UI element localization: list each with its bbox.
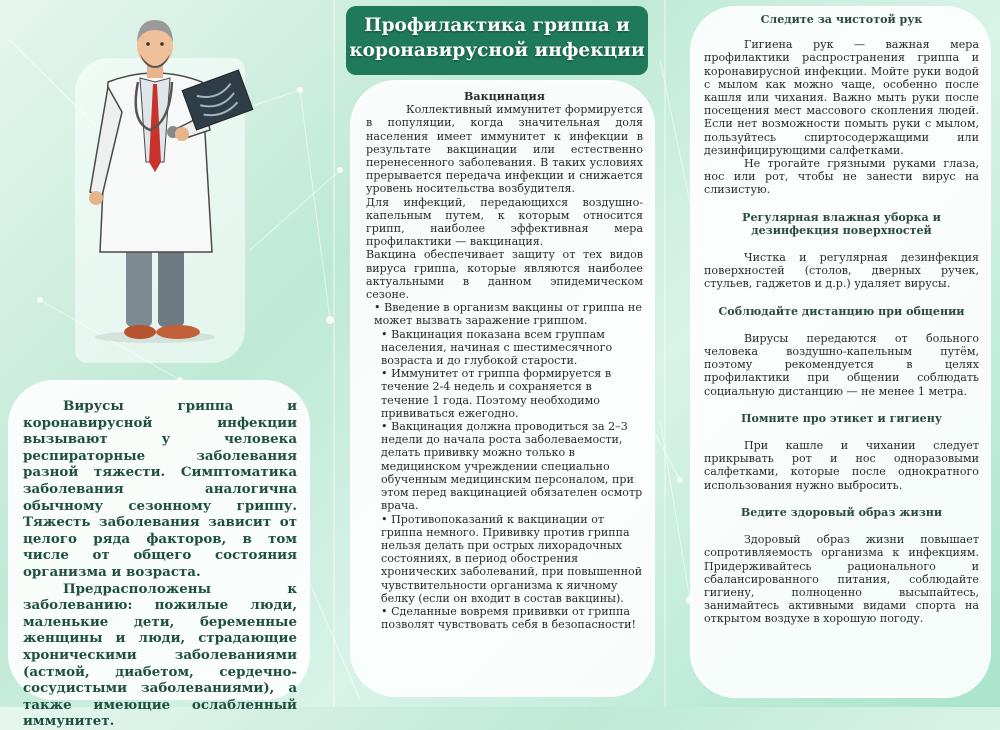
doctor-illustration xyxy=(60,12,270,352)
vaccination-bullet-3: • Иммунитет от гриппа формируется в течение 2-4 недель и сохраняется в течение 1 года. Поэтому необходимо прививаться ежегодно. xyxy=(381,367,612,420)
hands-heading: Следите за чистотой рук xyxy=(760,13,923,26)
vaccination-bullet-1: • Введение в организм вакцины от гриппа не может вызвать заражение гриппом. xyxy=(374,301,642,328)
vaccination-bullet-5: • Противопоказаний к вакцинации от гриппа немного. Прививку против гриппа нельзя делать при острых лихорадочных состояниях, в период обострения хронических заболеваний, при повышенной чувствительности организма к яичному белку (если он входит в состав вакцины). xyxy=(381,512,643,605)
cleaning-heading: Регулярная влажная уборка и дезинфекция поверхностей xyxy=(742,210,941,237)
vaccination-bullet-4: • Вакцинация должна проводиться за 2–3 недели до начала роста заболеваемости, делать прививку можно только в медицинском учреждении специально обученным медицинским персоналом, при этом перед вакцинацией обязателен осмотр врача. xyxy=(381,420,643,513)
vaccination-bullet-6: • Сделанные вовремя прививки от гриппа позволят чувствовать себя в безопасности! xyxy=(381,604,636,632)
page-title xyxy=(346,6,648,75)
intro-panel xyxy=(8,380,310,730)
prevention-panel xyxy=(690,6,991,698)
vaccination-paragraph-2: Для инфекций, передающихся воздушно-капельным путем, к которым относится грипп, наиболее эффективная мера профилактики — вакцинация. xyxy=(366,195,643,249)
intro-paragraph-2: Предрасположены к заболеванию: пожилые люди, маленькие дети, беременные женщины и люди, страдающие хроническими заболеваниями (астмой, диабетом, сердечно-сосудистыми заболеваниями), а также имеющие ослабленный иммунитет. xyxy=(23,580,297,730)
lifestyle-paragraph: Здоровый образ жизни повышает сопротивляемость организма к инфекциям. Придерживайтесь рационального и сбалансированного питания, соблюдайте гигиену, полноценно высыпайтесь, занимайтесь активными видами спорта на открытом воздухе в хорошую погоду. xyxy=(704,533,979,626)
etiquette-paragraph: При кашле и чихании следует прикрывать рот и нос одноразовыми салфетками, которые после однократного использования нужно выбросить. xyxy=(704,439,979,492)
hands-paragraph-2: Не трогайте грязными руками глаза, нос или рот, чтобы не занести вирус на слизистую. xyxy=(704,157,979,197)
lifestyle-heading: Ведите здоровый образ жизни xyxy=(740,505,943,519)
vaccination-paragraph-3: Вакцина обеспечивает защиту от тех видов вируса гриппа, которые являются наиболее актуальными в данном эпидемическом сезоне. xyxy=(366,248,643,302)
vaccination-heading: Вакцинация xyxy=(464,90,545,103)
vaccination-panel xyxy=(350,80,655,697)
title-line-2: коронавирусной инфекции xyxy=(349,40,645,61)
fold-line-2 xyxy=(664,0,666,707)
hands-paragraph-1: Гигиена рук — важная мера профилактики распространения гриппа и коронавирусной инфекции. Мойте руки водой с мылом как можно чаще, особенно после кашля или чихания. Важно мыть руки после посещения мест массового скопления людей. Если нет возможности помыть руки с мылом, пользуйтесь спиртосодержащими или дезинфицирующими салфетками. xyxy=(704,38,979,157)
vaccination-paragraph-1: Коллективный иммунитет формируется в популяции, когда значительная доля населения имеет иммунитет к инфекции в результате вакцинации или естественно перенесенного заболевания. В таких условиях прерывается передача инфекции и снижается уровень носительства возбудителя. xyxy=(366,103,643,196)
cleaning-paragraph: Чистка и регулярная дезинфекция поверхностей (столов, дверных ручек, стульев, гаджетов и д.р.) удаляет вирусы. xyxy=(704,251,979,291)
etiquette-heading: Помните про этикет и гигиену xyxy=(741,411,942,425)
intro-paragraph-1: Вирусы гриппа и коронавирусной инфекции вызывают у человека респираторные заболевания разной тяжести. Симптоматика заболевания аналогична обычному сезонному гриппу. Тяжесть заболевания зависит от целого ряда факторов, в том числе от общего состояния организма и возраста. xyxy=(23,398,297,580)
vaccination-bullet-2: • Вакцинация показана всем группам населения, начиная с шестимесячного возраста и до глубокой старости. xyxy=(381,327,613,368)
intro-text xyxy=(23,398,297,730)
fold-line-1 xyxy=(333,0,335,707)
title-line-1: Профилактика гриппа и xyxy=(364,15,630,36)
distance-paragraph: Вирусы передаются от больного человека воздушно-капельным путём, поэтому рекомендуется в целях профилактики при общении соблюдать социальную дистанцию — не менее 1 метра. xyxy=(704,331,979,398)
distance-heading: Соблюдайте дистанцию при общении xyxy=(718,304,965,318)
